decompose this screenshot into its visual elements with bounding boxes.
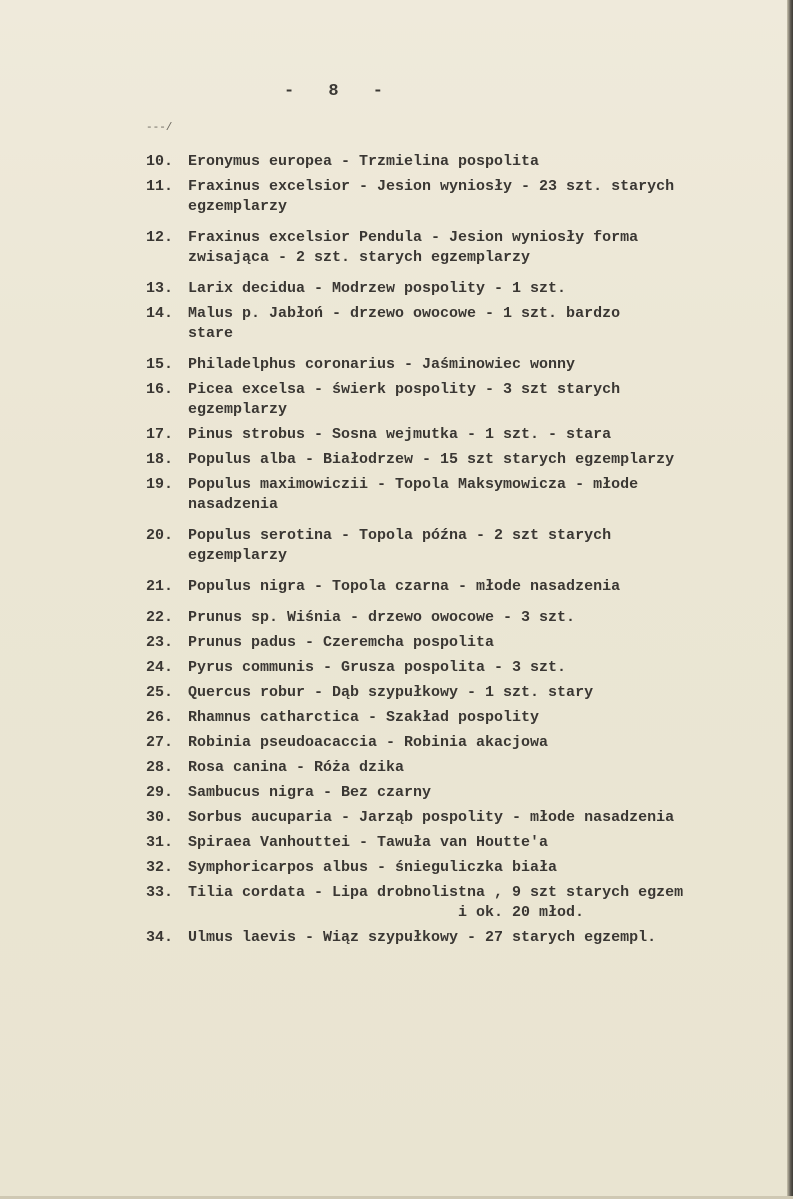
list-item [146,833,776,853]
item-number: 22. [146,609,174,626]
item-text: Tilia cordata - Lipa drobnolistna , 9 szt starych egzem [188,884,684,901]
list-item [146,758,776,778]
list-item [146,279,776,299]
item-number: 30. [146,809,174,826]
item-text: Prunus sp. Wiśnia - drzewo owocowe - 3 szt. [188,609,576,626]
list-item [146,304,776,344]
item-number: 17. [146,426,174,443]
list-item [146,177,776,217]
list-item [146,633,776,653]
item-text: Malus p. Jabłoń - drzewo owocowe - 1 szt. bardzo [188,305,621,322]
list-item [146,733,776,753]
item-text: Rhamnus catharctica - Szakład pospolity [188,709,540,726]
list-item [146,708,776,728]
item-number: 12. [146,229,174,246]
list-item [146,883,776,923]
list-item [146,355,776,375]
item-text: Fraxinus excelsior Pendula - Jesion wyniosły forma [188,229,639,246]
item-text: Robinia pseudoacaccia - Robinia akacjowa [188,734,549,751]
item-number: 15. [146,356,174,373]
item-number: 19. [146,476,174,493]
item-number: 18. [146,451,174,468]
species-list [146,152,776,953]
item-number: 14. [146,305,174,322]
list-item [146,152,776,172]
item-text: Quercus robur - Dąb szypułkowy - 1 szt. stary [188,684,594,701]
item-text: Populus serotina - Topola późna - 2 szt starych [188,527,612,544]
item-text: Populus maximowiczii - Topola Maksymowicza - młode [188,476,639,493]
item-text: Philadelphus coronarius - Jaśminowiec wonny [188,356,576,373]
item-number: 20. [146,527,174,544]
item-number: 28. [146,759,174,776]
list-item [146,228,776,268]
item-text: Pinus strobus - Sosna wejmutka - 1 szt. - stara [188,426,612,443]
item-number: 24. [146,659,174,676]
item-number: 27. [146,734,174,751]
item-text: Spiraea Vanhouttei - Tawuła van Houtte'a [188,834,549,851]
item-text: Rosa canina - Róża dzika [188,759,405,776]
item-text-continued: zwisająca - 2 szt. starych egzemplarzy [188,249,531,266]
item-text-continued: egzemplarzy [188,198,288,215]
list-item [146,858,776,878]
list-item [146,928,776,948]
item-number: 32. [146,859,174,876]
item-number: 25. [146,684,174,701]
page-edge-shadow [787,0,793,1199]
item-text: Populus alba - Białodrzew - 15 szt starych egzemplarzy [188,451,675,468]
item-text-continued: nasadzenia [188,496,279,513]
item-text: Sorbus aucuparia - Jarząb pospolity - młode nasadzenia [188,809,675,826]
item-number: 16. [146,381,174,398]
item-number: 29. [146,784,174,801]
item-text: Pyrus communis - Grusza pospolita - 3 szt. [188,659,567,676]
item-text-continued: stare [188,325,234,342]
item-text: Larix decidua - Modrzew pospolity - 1 szt. [188,280,567,297]
list-item [146,475,776,515]
item-number: 21. [146,578,174,595]
item-text: Symphoricarpos albus - śnieguliczka biała [188,859,558,876]
item-number: 34. [146,929,174,946]
item-text: Fraxinus excelsior - Jesion wyniosły - 23 szt. starych [188,178,675,195]
item-number: 31. [146,834,174,851]
item-number: 13. [146,280,174,297]
item-text-continued: i ok. 20 młod. [458,904,585,921]
list-item [146,425,776,445]
list-item [146,608,776,628]
item-number: 33. [146,884,174,901]
page-number: - 8 - [284,82,396,101]
list-item [146,577,776,597]
item-text-continued: egzemplarzy [188,401,288,418]
item-number: 23. [146,634,174,651]
item-number: 11. [146,178,174,195]
item-text-continued: egzemplarzy [188,547,288,564]
list-item [146,683,776,703]
list-item [146,526,776,566]
item-text: Eronymus europea - Trzmielina pospolita [188,153,540,170]
item-number: 26. [146,709,174,726]
item-text: Picea excelsa - świerk pospolity - 3 szt starych [188,381,621,398]
list-item [146,658,776,678]
item-text: Ulmus laevis - Wiąz szypułkowy - 27 starych egzempl. [188,929,657,946]
item-text: Populus nigra - Topola czarna - młode nasadzenia [188,578,621,595]
list-item [146,450,776,470]
list-item [146,380,776,420]
list-item [146,808,776,828]
item-text: Sambucus nigra - Bez czarny [188,784,432,801]
item-number: 10. [146,153,174,170]
list-item [146,783,776,803]
continuation-mark: ---/ [146,122,173,134]
item-text: Prunus padus - Czeremcha pospolita [188,634,495,651]
